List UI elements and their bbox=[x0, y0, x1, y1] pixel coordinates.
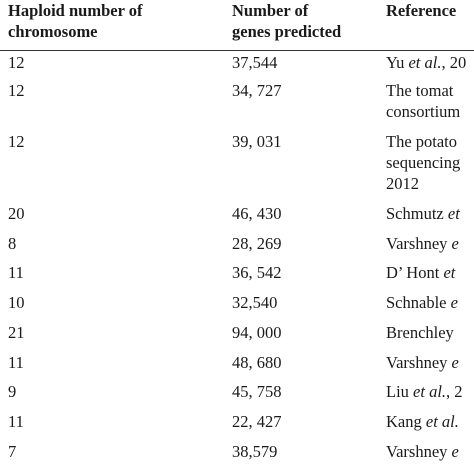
reference-text: The tomat bbox=[386, 81, 454, 100]
reference-text: Brenchley bbox=[386, 323, 454, 342]
reference-text: , 2 bbox=[446, 382, 463, 401]
reference-line bbox=[386, 352, 459, 373]
cell-genes-predicted: 34, 727 bbox=[232, 81, 282, 100]
reference-text: Varshney bbox=[386, 442, 452, 461]
header-reference: Reference bbox=[386, 1, 457, 20]
cell-haploid-number: 21 bbox=[8, 323, 25, 342]
cell-genes-predicted: 28, 269 bbox=[232, 234, 282, 253]
reference-text: Varshney bbox=[386, 353, 452, 372]
cell-haploid-number: 20 bbox=[8, 204, 25, 223]
cell-haploid-number: 12 bbox=[8, 53, 25, 72]
cell-genes-predicted: 38,579 bbox=[232, 442, 278, 461]
cell-genes-predicted: 39, 031 bbox=[232, 132, 282, 151]
reference-text: consortium bbox=[386, 102, 461, 121]
reference-line bbox=[386, 203, 460, 224]
reference-text: D’ Hont bbox=[386, 263, 444, 282]
table-row bbox=[0, 381, 474, 402]
table-row bbox=[0, 322, 474, 343]
cell-reference bbox=[386, 441, 459, 462]
reference-line bbox=[386, 52, 466, 73]
reference-italic-text: et bbox=[443, 263, 456, 282]
cell-reference bbox=[386, 233, 459, 254]
reference-italic-text: et bbox=[447, 204, 460, 223]
reference-text: Schmutz bbox=[386, 204, 448, 223]
table-row bbox=[0, 441, 474, 462]
reference-line bbox=[386, 322, 454, 343]
cell-reference bbox=[386, 322, 454, 343]
reference-italic-text: et al. bbox=[413, 382, 447, 401]
reference-italic-text: e bbox=[451, 442, 459, 461]
reference-italic-text: et al. bbox=[425, 412, 459, 431]
reference-line bbox=[386, 131, 460, 152]
table-row bbox=[0, 233, 474, 254]
reference-italic-text: et al. bbox=[408, 53, 442, 72]
cell-haploid-number: 7 bbox=[8, 442, 17, 461]
cell-genes-predicted: 48, 680 bbox=[232, 353, 282, 372]
reference-text: Schnable bbox=[386, 293, 451, 312]
cell-reference bbox=[386, 52, 466, 73]
cell-haploid-number: 12 bbox=[8, 132, 25, 151]
reference-text: 2012 bbox=[386, 174, 419, 193]
cell-reference bbox=[386, 203, 460, 224]
reference-line bbox=[386, 173, 460, 194]
reference-text: Yu bbox=[386, 53, 409, 72]
cell-haploid-number: 11 bbox=[8, 412, 24, 431]
cell-haploid-number: 11 bbox=[8, 263, 24, 282]
reference-line bbox=[386, 152, 460, 173]
table-row bbox=[0, 80, 474, 121]
cell-genes-predicted: 37,544 bbox=[232, 53, 278, 72]
table-row bbox=[0, 203, 474, 224]
reference-line bbox=[386, 441, 459, 462]
reference-text: sequencing bbox=[386, 153, 461, 172]
table-row bbox=[0, 52, 474, 73]
reference-line bbox=[386, 262, 455, 283]
table-row bbox=[0, 411, 474, 432]
reference-line bbox=[386, 381, 463, 402]
cell-reference bbox=[386, 262, 455, 283]
reference-italic-text: e bbox=[451, 234, 459, 253]
cell-genes-predicted: 94, 000 bbox=[232, 323, 282, 342]
table-row bbox=[0, 262, 474, 283]
reference-text: Varshney bbox=[386, 234, 452, 253]
table-header bbox=[0, 0, 474, 50]
cell-genes-predicted: 46, 430 bbox=[232, 204, 282, 223]
cell-genes-predicted: 36, 542 bbox=[232, 263, 282, 282]
cell-reference bbox=[386, 80, 460, 122]
reference-line bbox=[386, 101, 460, 122]
reference-line bbox=[386, 233, 459, 254]
cell-reference bbox=[386, 411, 459, 432]
header-genes-predicted: Number of genes predicted bbox=[232, 1, 342, 41]
reference-text: The potato bbox=[386, 132, 458, 151]
reference-line bbox=[386, 80, 460, 101]
cell-haploid-number: 8 bbox=[8, 234, 17, 253]
table-row bbox=[0, 292, 474, 313]
cell-haploid-number: 9 bbox=[8, 382, 17, 401]
cell-reference bbox=[386, 381, 463, 402]
reference-line bbox=[386, 292, 458, 313]
header-rule bbox=[0, 50, 474, 51]
reference-text: Liu bbox=[386, 382, 414, 401]
cell-reference bbox=[386, 352, 459, 373]
reference-italic-text: e bbox=[450, 293, 458, 312]
reference-italic-text: e bbox=[451, 353, 459, 372]
reference-text: Kang bbox=[386, 412, 426, 431]
table-row bbox=[0, 131, 474, 193]
table-row bbox=[0, 352, 474, 373]
cell-genes-predicted: 22, 427 bbox=[232, 412, 282, 431]
reference-text: , 20 bbox=[441, 53, 467, 72]
cell-haploid-number: 12 bbox=[8, 81, 25, 100]
cell-genes-predicted: 32,540 bbox=[232, 293, 278, 312]
cell-reference bbox=[386, 292, 458, 313]
reference-line bbox=[386, 411, 459, 432]
cell-genes-predicted: 45, 758 bbox=[232, 382, 282, 401]
cell-haploid-number: 10 bbox=[8, 293, 25, 312]
cell-haploid-number: 11 bbox=[8, 353, 24, 372]
header-haploid-number: Haploid number of chromosome bbox=[8, 1, 143, 41]
cell-reference bbox=[386, 131, 460, 194]
